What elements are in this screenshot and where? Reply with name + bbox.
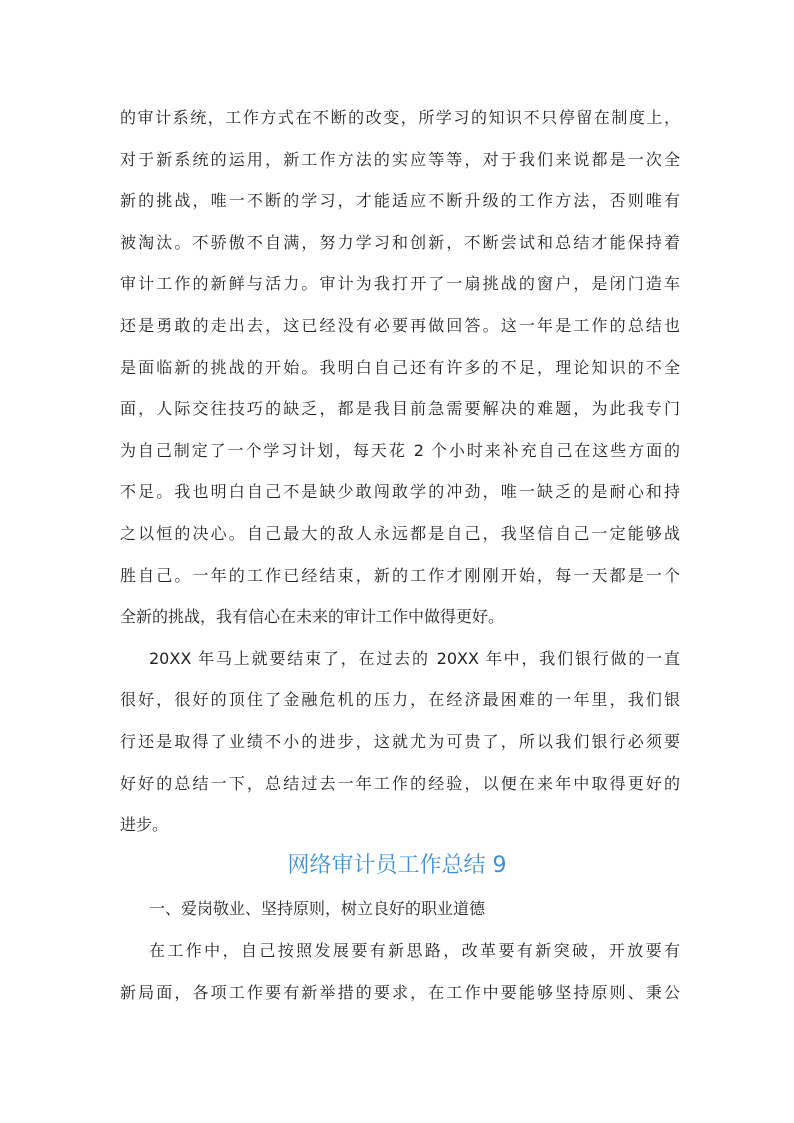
section-heading: 网络审计员工作总结 9 [287,853,507,878]
paragraph-2-line-3: 行还是取得了业绩不小的进步，这就尤为可贵了，所以我们银行必须要 [120,732,680,751]
paragraph-1-line-6: 还是勇敢的走出去，这已经没有必要再做回答。这一年是工作的总结也 [120,316,680,335]
subheading: 一、爱岗敬业、坚持原则，树立良好的职业道德 [149,899,486,918]
paragraph-1-line-3: 新的挑战，唯一不断的学习，才能适应不断升级的工作方法，否则唯有 [120,191,680,210]
paragraph-1-line-1: 的审计系统，工作方式在不断的改变，所学习的知识不只停留在制度上， [120,108,680,127]
paragraph-2-line-1: 20XX 年马上就要结束了，在过去的 20XX 年中，我们银行做的一直 [149,649,680,668]
paragraph-1-line-11: 之以恒的决心。自己最大的敌人永远都是自己，我坚信自己一定能够战 [120,524,680,543]
paragraph-1-line-2: 对于新系统的运用，新工作方法的实应等等，对于我们来说都是一次全 [120,150,680,169]
paragraph-1-line-9: 为自己制定了一个学习计划，每天花 2 个小时来补充自己在这些方面的 [120,441,680,460]
paragraph-3-line-2: 新局面，各项工作要有新举措的要求，在工作中要能够坚持原则、秉公 [120,983,680,1002]
paragraph-2-line-4: 好好的总结一下，总结过去一年工作的经验，以便在来年中取得更好的 [120,774,680,793]
paragraph-1-line-10: 不足。我也明白自己不是缺少敢闯敢学的冲劲，唯一缺乏的是耐心和持 [120,482,680,501]
paragraph-3-line-1: 在工作中，自己按照发展要有新思路，改革要有新突破，开放要有 [149,941,680,960]
paragraph-1-line-13: 全新的挑战，我有信心在未来的审计工作中做得更好。 [120,607,505,626]
paragraph-1-line-4: 被淘汰。不骄傲不自满，努力学习和创新，不断尝试和总结才能保持着 [120,233,680,252]
paragraph-2-line-2: 很好，很好的顶住了金融危机的压力，在经济最困难的一年里，我们银 [120,690,680,709]
paragraph-1-line-5: 审计工作的新鲜与活力。审计为我打开了一扇挑战的窗户，是闭门造车 [120,274,680,293]
paragraph-1-line-12: 胜自己。一年的工作已经结束，新的工作才刚刚开始，每一天都是一个 [120,566,680,585]
paragraph-2-line-5: 进步。 [120,815,169,834]
paragraph-1-line-8: 面，人际交往技巧的缺乏，都是我目前急需要解决的难题，为此我专门 [120,399,680,418]
paragraph-1-line-7: 是面临新的挑战的开始。我明白自己还有许多的不足，理论知识的不全 [120,358,680,377]
